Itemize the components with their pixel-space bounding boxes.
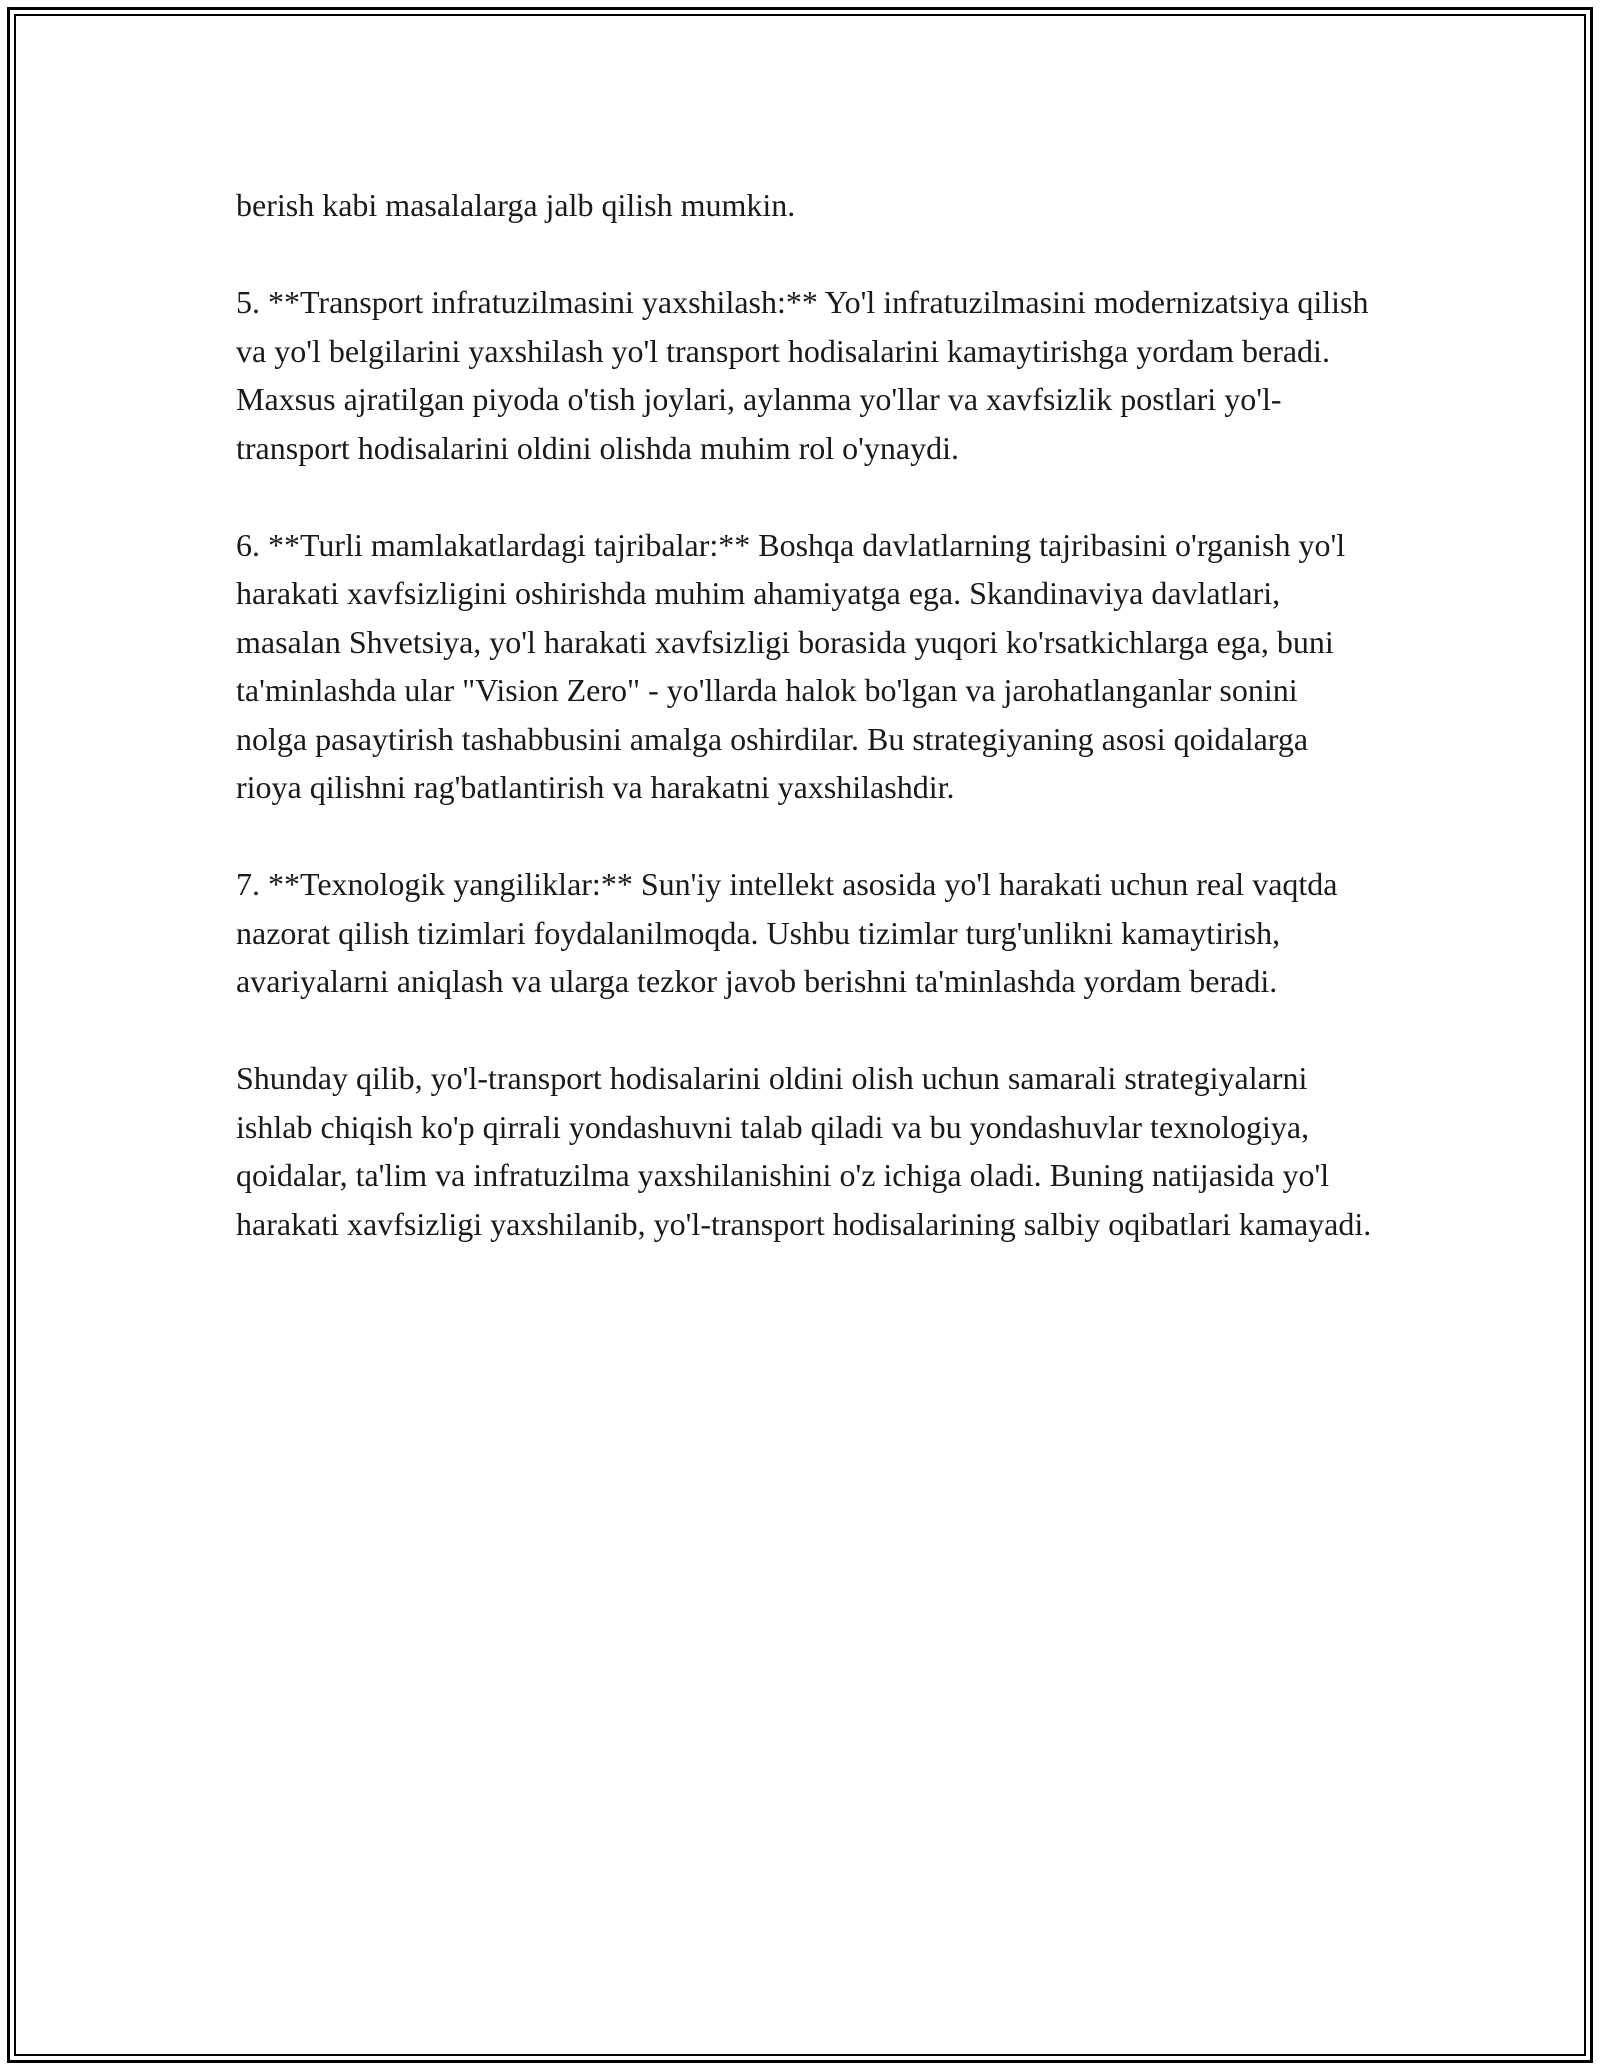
document-body	[236, 181, 1376, 1248]
paragraph-item-7-technological-innovations: 7. **Texnologik yangiliklar:** Sun'iy intellekt asosida yo'l harakati uchun real vaqtda nazorat qilish tizimlari foydalanilmoqda. Ushbu tizimlar turg'unlikni kamaytirish, avariyalarni aniqlash va ularga tezkor javob berishni ta'minlashda yordam beradi.	[236, 866, 1338, 999]
paragraph-conclusion: Shunday qilib, yo'l-transport hodisalarini oldini olish uchun samarali strategiyalarni ishlab chiqish ko'p qirrali yondashuvni talab qiladi va bu yondashuvlar texnologiya, qoidalar, ta'lim va infratuzilma yaxshilanishini o'z ichiga oladi. Buning natijasida yo'l harakati xavfsizligi yaxshilanib, yo'l-transport hodisalarining salbiy oqibatlari kamayadi.	[236, 1060, 1372, 1242]
paragraph-continuation: berish kabi masalalarga jalb qilish mumkin.	[236, 187, 796, 223]
paragraph-item-5-transport-infrastructure: 5. **Transport infratuzilmasini yaxshilash:** Yo'l infratuzilmasini modernizatsiya qilish va yo'l belgilarini yaxshilash yo'l transport hodisalarini kamaytirishga yordam beradi. Maxsus ajratilgan piyoda o'tish joylari, aylanma yo'llar va xavfsizlik postlari yo'l-transport hodisalarini oldini olishda muhim rol o'ynaydi.	[236, 284, 1369, 466]
paragraph-item-6-international-experience: 6. **Turli mamlakatlardagi tajribalar:** Boshqa davlatlarning tajribasini o'rganish yo'l harakati xavfsizligini oshirishda muhim ahamiyatga ega. Skandinaviya davlatlari, masalan Shvetsiya, yo'l harakati xavfsizligi borasida yuqori ko'rsatkichlarga ega, buni ta'minlashda ular "Vision Zero" - yo'llarda halok bo'lgan va jarohatlanganlar sonini nolga pasaytirish tashabbusini amalga oshirdilar. Bu strategiyaning asosi qoidalarga rioya qilishni rag'batlantirish va harakatni yaxshilashdir.	[236, 526, 1346, 805]
